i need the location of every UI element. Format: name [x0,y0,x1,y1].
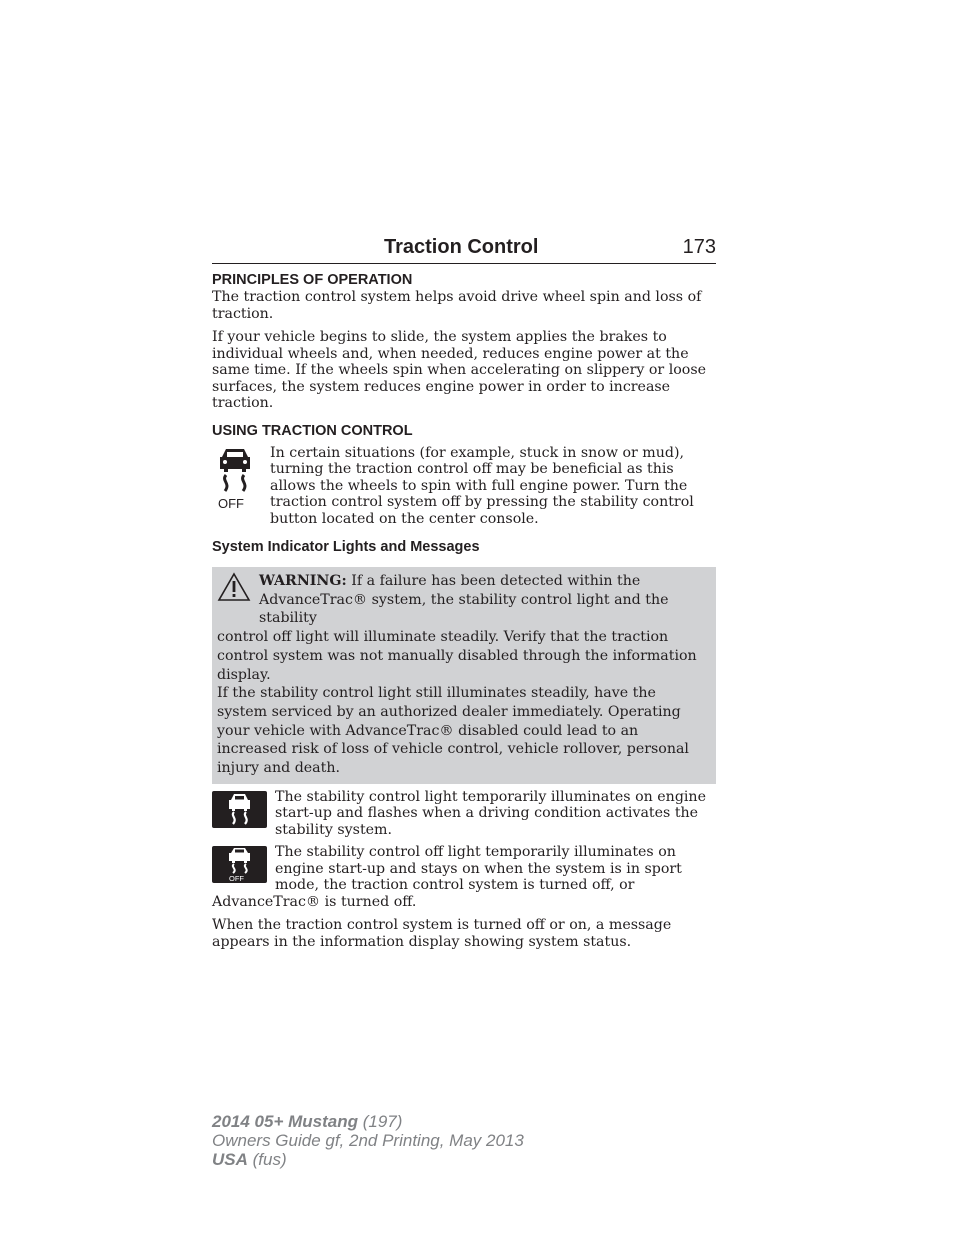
footer-market: USA [212,1150,248,1169]
footer-market-code: (fus) [247,1150,287,1169]
stability-control-light-icon [212,791,267,828]
principles-heading: PRINCIPLES OF OPERATION [212,272,413,288]
footer-model-code: (197) [358,1112,403,1131]
stability-light-item [212,789,716,839]
principles-paragraph-2: If your vehicle begins to slide, the system applies the brakes to individual wheels and, when needed, reduces engine power at the same time. If the wheels spin when accelerating on slippery or loose surfaces, the system reduces engine power in order to increase traction. [212,329,707,411]
using-block [212,445,716,528]
warning-text-continued: control off light will illuminate steadily. Verify that the traction control system was not manually disabled through the information display. [217,629,697,683]
warning-text-start: If a failure has been detected within the AdvanceTrac® system, the stability control light and the stability [259,573,669,627]
footer-line-1 [212,1112,524,1131]
manual-page [212,228,716,950]
warning-label: WARNING: [259,573,347,589]
footer-model: 2014 05+ Mustang [212,1112,358,1131]
warning-box [212,567,716,784]
off-light-label: OFF [229,874,244,884]
status-message-text: When the traction control system is turned off or on, a message appears in the information display showing system status. [212,917,672,950]
using-text: In certain situations (for example, stuck in snow or mud), turning the traction control off may be beneficial as this allows the wheels to spin with full engine power. Turn the traction control system off by pressing the stability control button located on the center console. [270,444,694,527]
footer [212,1112,524,1169]
using-heading: USING TRACTION CONTROL [212,422,413,439]
page-number: 173 [682,236,716,258]
stability-light-text: The stability control light temporarily illuminates on engine start-up and flashes when a driving condition activates the stability system. [275,788,706,838]
footer-line-2: Owners Guide gf, 2nd Printing, May 2013 [212,1131,524,1150]
principles-paragraph-1: The traction control system helps avoid drive wheel spin and loss of traction. [212,289,702,322]
warning-triangle-icon [217,572,259,628]
off-icon-label: OFF [218,495,244,511]
footer-line-3 [212,1150,524,1169]
page-header [212,228,716,264]
stability-off-light-text: The stability control off light temporarily illuminates on engine start-up and stays on when the system is in sport mode, the traction control system is turned off, or AdvanceTrac® is turned off. [212,844,682,910]
indicators-heading: System Indicator Lights and Messages [212,539,480,555]
warning-paragraph-2: If the stability control light still illuminates steadily, have the system serviced by an authorized dealer immediately. Operating your vehicle with AdvanceTrac® disabled could lead to an increased risk of loss of vehicle control, vehicle rollover, personal injury and death. [217,685,689,777]
traction-control-off-icon [212,445,270,528]
page-title: Traction Control [384,236,539,258]
stability-off-light-item [212,844,716,910]
stability-control-off-light-icon [212,846,267,883]
